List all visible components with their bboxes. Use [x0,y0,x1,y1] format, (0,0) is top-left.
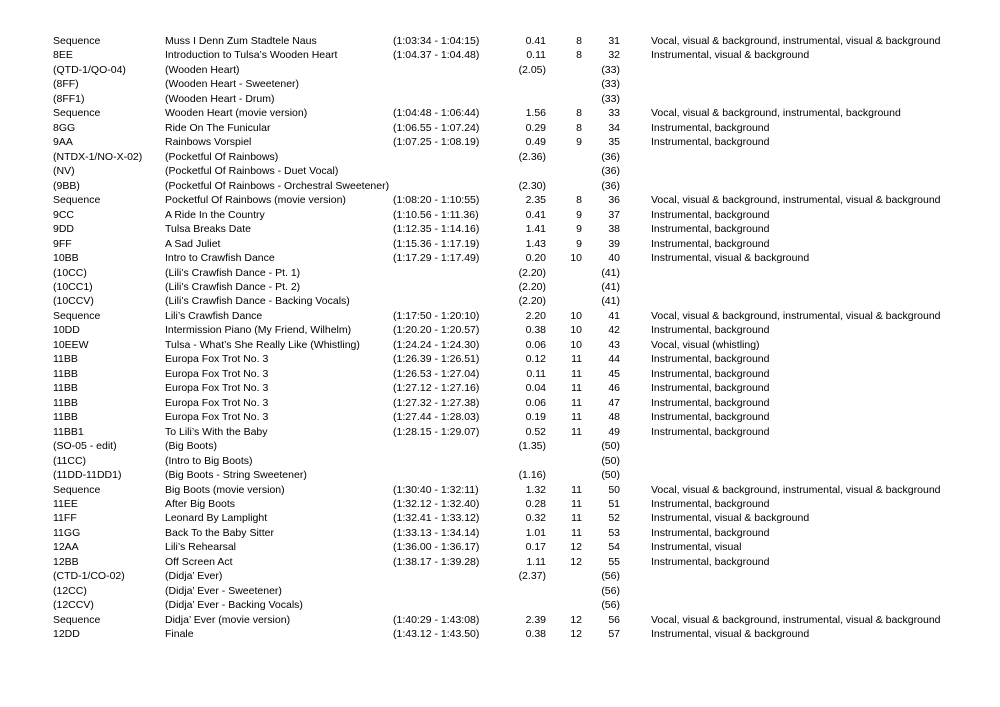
cue-track: (50) [601,440,620,453]
cue-timecode: (1:20.20 - 1:20.57) [393,324,480,337]
cue-timecode: (1:17:50 - 1:20:10) [393,309,480,322]
cue-timecode: (1:32.41 - 1:33.12) [393,512,480,525]
cue-id: Sequence [53,613,101,626]
cue-title: Leonard By Lamplight [165,512,268,525]
cue-timecode: (1:27.32 - 1:27.38) [393,396,480,409]
cue-title: Europa Fox Trot No. 3 [165,396,269,409]
cue-track: 53 [608,526,620,539]
table-row [0,63,1000,77]
cue-title: (Big Boots) [165,440,217,453]
cue-duration: 0.17 [525,541,546,554]
cue-id: 12BB [53,555,79,568]
table-row [0,483,1000,497]
cue-track: (36) [601,179,620,192]
cue-track: 42 [608,324,620,337]
cue-track: (36) [601,150,620,163]
cue-track: (50) [601,454,620,467]
cue-duration: 2.39 [525,613,546,626]
table-row [0,309,1000,323]
cue-timecode: (1:24.24 - 1:24.30) [393,338,480,351]
cue-duration: (2.20) [518,280,546,293]
table-row [0,468,1000,482]
cue-notes: Instrumental, background [651,498,770,510]
cue-id: 11BB [53,411,78,424]
cue-timecode: (1:07.25 - 1:08.19) [393,136,480,149]
cue-reel: 11 [571,498,582,510]
cue-duration: 0.12 [525,353,546,366]
cue-id: 10BB [53,252,79,265]
cue-notes: Instrumental, background [651,411,770,424]
table-row [0,396,1000,410]
cue-id: 8GG [53,121,76,134]
table-row [0,613,1000,627]
cue-notes: Instrumental, background [651,555,770,568]
cue-timecode: (1:03:34 - 1:04:15) [393,35,480,47]
cue-id: (11DD-11DD1) [53,469,122,482]
cue-duration: 1.56 [525,107,546,120]
cue-id: (8FF) [53,78,79,91]
cue-notes: Instrumental, background [651,526,770,539]
cue-track: 38 [608,223,620,236]
table-row [0,251,1000,265]
cue-id: 10DD [53,324,80,337]
session-table [0,34,1000,642]
cue-notes: Instrumental, background [651,396,770,409]
table-row [0,208,1000,222]
cue-track: 31 [608,35,620,47]
cue-reel: 11 [571,425,582,438]
cue-duration: 0.29 [525,121,546,134]
cue-id: 9FF [53,237,72,250]
cue-duration: 0.49 [525,136,546,149]
cue-title: (Wooden Heart) [165,63,240,76]
cue-timecode: (1:15.36 - 1:17.19) [393,237,480,250]
table-row [0,439,1000,453]
cue-title: Back To the Baby Sitter [165,526,274,539]
cue-id: 10EEW [53,338,89,351]
cue-notes: Vocal, visual & background, instrumental, background [651,107,901,120]
cue-title: Finale [165,628,194,641]
cue-title: (Lili’s Crawfish Dance - Pt. 1) [165,266,301,279]
cue-reel: 12 [570,613,582,626]
cue-reel: 9 [576,223,582,236]
cue-timecode: (1:36.00 - 1:36.17) [393,541,480,554]
cue-title: (Intro to Big Boots) [165,454,253,467]
table-row [0,77,1000,91]
cue-duration: 0.41 [525,35,546,47]
cue-id: Sequence [53,35,101,47]
cue-id: (CTD-1/CO-02) [53,570,125,583]
cue-notes: Instrumental, visual & background [651,49,810,62]
cue-duration: 0.06 [525,338,546,351]
cue-id: Sequence [53,194,101,207]
cue-notes: Instrumental, visual & background [651,628,810,641]
cue-notes: Vocal, visual (whistling) [651,338,760,351]
table-row [0,121,1000,135]
cue-id: 12DD [53,628,80,641]
table-row [0,381,1000,395]
cue-track: (41) [601,295,620,308]
cue-title: Ride On The Funicular [165,121,271,134]
cue-reel: 8 [576,35,582,47]
cue-timecode: (1:26.39 - 1:26.51) [393,353,480,366]
cue-timecode: (1:06.55 - 1:07.24) [393,121,480,134]
cue-notes: Instrumental, background [651,353,770,366]
cue-title: Didja’ Ever (movie version) [165,613,291,626]
cue-track: (56) [601,570,620,583]
table-row [0,106,1000,120]
cue-duration: 1.32 [525,483,546,496]
cue-track: (41) [601,280,620,293]
table-row [0,410,1000,424]
cue-reel: 11 [571,367,582,380]
table-row [0,323,1000,337]
cue-track: 33 [608,107,620,120]
table-row [0,598,1000,612]
cue-track: 32 [608,49,620,62]
cue-title: Big Boots (movie version) [165,483,285,496]
cue-reel: 8 [576,194,582,207]
table-row [0,540,1000,554]
cue-duration: (1.35) [518,440,546,453]
cue-reel: 11 [571,396,582,409]
table-row [0,164,1000,178]
cue-track: (50) [601,469,620,482]
cue-notes: Instrumental, background [651,324,770,337]
cue-title: (Pocketful Of Rainbows) [165,150,279,163]
cue-duration: (2.05) [518,63,546,76]
table-row [0,352,1000,366]
cue-reel: 10 [570,252,582,265]
cue-track: (56) [601,599,620,612]
cue-id: 9DD [53,223,75,236]
cue-title: (Didja’ Ever - Backing Vocals) [165,599,303,612]
table-row [0,34,1000,48]
cue-id: (9BB) [53,179,80,192]
table-row [0,338,1000,352]
cue-notes: Vocal, visual & background, instrumental, visual & background [651,483,941,496]
cue-track: 47 [608,396,620,409]
cue-duration: 0.06 [525,396,546,409]
cue-duration: 0.41 [525,208,546,221]
cue-id: 11BB [53,367,78,380]
cue-duration: (1.16) [518,469,546,482]
cue-duration: 1.11 [526,555,546,568]
cue-title: (Didja’ Ever) [165,570,223,583]
cue-duration: (2.30) [518,179,546,192]
cue-track: 49 [608,425,620,438]
cue-id: 11BB [53,396,78,409]
cue-title: Off Screen Act [165,555,233,568]
cue-notes: Instrumental, background [651,136,770,149]
cue-reel: 10 [570,324,582,337]
cue-duration: 0.32 [525,512,546,525]
cue-duration: (2.37) [518,570,546,583]
cue-title: Lili’s Crawfish Dance [165,309,263,322]
table-row [0,294,1000,308]
cue-track: 41 [608,309,620,322]
cue-title: (Pocketful Of Rainbows - Orchestral Sweetener) [165,179,390,192]
cue-duration: 2.20 [525,309,546,322]
cue-id: 11BB [53,382,78,395]
cue-id: Sequence [53,107,101,120]
cue-track: (33) [601,78,620,91]
cue-title: (Lili’s Crawfish Dance - Pt. 2) [165,280,301,293]
cue-duration: 1.43 [525,237,546,250]
cue-timecode: (1:27.44 - 1:28.03) [393,411,480,424]
cue-title: Europa Fox Trot No. 3 [165,411,269,424]
cue-title: (Pocketful Of Rainbows - Duet Vocal) [165,165,339,178]
cue-timecode: (1:27.12 - 1:27.16) [393,382,480,395]
cue-id: 11BB [53,353,78,366]
cue-track: 48 [608,411,620,424]
cue-title: A Sad Juliet [165,237,221,250]
cue-track: 56 [608,613,620,626]
table-row [0,222,1000,236]
cue-duration: 1.41 [525,223,546,236]
cue-notes: Instrumental, background [651,382,770,395]
cue-id: 12AA [53,541,79,554]
cue-id: (QTD-1/QO-04) [53,63,126,76]
cue-id: 8EE [53,49,73,62]
cue-id: 11FF [53,512,77,525]
cue-reel: 11 [571,483,582,496]
cue-notes: Instrumental, background [651,367,770,380]
table-row [0,179,1000,193]
cue-id: (NV) [53,165,75,178]
cue-notes: Instrumental, background [651,121,770,134]
cue-id: (12CC) [53,584,87,597]
cue-id: (10CC) [53,266,87,279]
table-row [0,569,1000,583]
cue-track: 34 [608,121,620,134]
cue-title: (Wooden Heart - Drum) [165,92,275,105]
cue-timecode: (1:30:40 - 1:32:11) [393,483,479,496]
cue-reel: 12 [570,628,582,641]
cue-track: 37 [608,208,620,221]
cue-notes: Vocal, visual & background, instrumental, visual & background [651,35,941,47]
cue-track: (33) [601,63,620,76]
cue-notes: Instrumental, visual & background [651,252,810,265]
cue-notes: Instrumental, background [651,223,770,236]
table-row [0,497,1000,511]
cue-reel: 12 [570,541,582,554]
cue-id: (8FF1) [53,92,85,105]
table-row [0,48,1000,62]
cue-timecode: (1:12.35 - 1:14.16) [393,223,480,236]
cue-reel: 12 [570,555,582,568]
cue-id: 11GG [53,526,81,539]
cue-id: (NTDX-1/NO-X-02) [53,150,143,163]
cue-id: (SO-05 - edit) [53,440,117,453]
cue-track: 57 [608,628,620,641]
table-row [0,193,1000,207]
cue-duration: 2.35 [525,194,546,207]
cue-track: 45 [608,367,620,380]
cue-reel: 11 [571,512,582,525]
cue-timecode: (1:08:20 - 1:10:55) [393,194,480,207]
cue-timecode: (1:04:48 - 1:06:44) [393,107,480,120]
table-row [0,584,1000,598]
cue-timecode: (1:40:29 - 1:43:08) [393,613,480,626]
cue-reel: 11 [571,353,582,366]
cue-track: (41) [601,266,620,279]
cue-timecode: (1:33.13 - 1:34.14) [393,526,480,539]
cue-reel: 8 [576,107,582,120]
table-row [0,135,1000,149]
cue-title: Europa Fox Trot No. 3 [165,382,269,395]
cue-notes: Instrumental, visual & background [651,512,810,525]
cue-track: (36) [601,165,620,178]
cue-duration: 0.52 [525,425,546,438]
cue-title: Lili’s Rehearsal [165,541,237,554]
cue-id: 11BB1 [53,425,84,438]
cue-reel: 11 [571,382,582,395]
cue-track: 40 [608,252,620,265]
cue-title: (Wooden Heart - Sweetener) [165,78,300,91]
cue-id: (11CC) [53,454,87,467]
table-row [0,92,1000,106]
cue-title: Europa Fox Trot No. 3 [165,367,269,380]
cue-title: Intro to Crawfish Dance [165,252,275,265]
cue-duration: 0.38 [525,324,546,337]
cue-title: Muss I Denn Zum Stadtele Naus [165,35,317,47]
cue-track: (56) [601,584,620,597]
cue-notes: Instrumental, background [651,208,770,221]
cue-reel: 8 [576,121,582,134]
cue-title: After Big Boots [165,498,236,510]
table-row [0,511,1000,525]
cue-duration: 0.19 [525,411,546,424]
cue-track: 54 [608,541,620,554]
cue-duration: 0.11 [526,367,546,380]
cue-title: Europa Fox Trot No. 3 [165,353,269,366]
cue-timecode: (1:10.56 - 1:11.36) [393,208,479,221]
cue-timecode: (1:32.12 - 1:32.40) [393,498,480,510]
cue-reel: 8 [576,49,582,62]
cue-title: (Big Boots - String Sweetener) [165,469,307,482]
cue-timecode: (1:17.29 - 1:17.49) [393,252,480,265]
table-row [0,150,1000,164]
cue-duration: 0.04 [525,382,546,395]
cue-id: (10CCV) [53,295,94,308]
cue-reel: 11 [571,411,582,424]
table-row [0,425,1000,439]
cue-duration: (2.36) [518,150,546,163]
cue-id: (12CCV) [53,599,94,612]
table-row [0,627,1000,641]
table-row [0,367,1000,381]
cue-track: 36 [608,194,620,207]
table-row [0,280,1000,294]
table-row [0,266,1000,280]
cue-title: Introduction to Tulsa’s Wooden Heart [165,49,338,62]
cue-duration: (2.20) [518,295,546,308]
cue-id: Sequence [53,309,101,322]
cue-notes: Instrumental, background [651,237,770,250]
cue-notes: Instrumental, background [651,425,770,438]
cue-title: A Ride In the Country [165,208,265,221]
cue-track: 35 [608,136,620,149]
cue-track: (33) [601,92,620,105]
cue-title: To Lili’s With the Baby [165,425,268,438]
cue-track: 46 [608,382,620,395]
cue-duration: 0.28 [525,498,546,510]
cue-notes: Vocal, visual & background, instrumental, visual & background [651,309,941,322]
cue-id: (10CC1) [53,280,93,293]
cue-reel: 9 [576,136,582,149]
table-row [0,454,1000,468]
cue-timecode: (1:28.15 - 1:29.07) [393,425,480,438]
cue-duration: (2.20) [518,266,546,279]
cue-track: 39 [608,237,620,250]
cue-title: Tulsa Breaks Date [165,223,251,236]
cue-reel: 11 [571,526,582,539]
cue-title: Intermission Piano (My Friend, Wilhelm) [165,324,352,337]
cue-track: 44 [608,353,620,366]
table-row [0,526,1000,540]
cue-duration: 1.01 [525,526,546,539]
cue-title: Tulsa - What’s She Really Like (Whistling) [165,338,360,351]
cue-reel: 9 [576,237,582,250]
cue-duration: 0.20 [525,252,546,265]
cue-track: 51 [608,498,620,510]
table-row [0,237,1000,251]
cue-timecode: (1:43.12 - 1:43.50) [393,628,480,641]
cue-id: Sequence [53,483,101,496]
cue-duration: 0.11 [526,49,546,62]
cue-timecode: (1:38.17 - 1:39.28) [393,555,480,568]
cue-track: 50 [608,483,620,496]
cue-title: (Didja’ Ever - Sweetener) [165,584,282,597]
cue-track: 52 [608,512,620,525]
cue-title: Rainbows Vorspiel [165,136,252,149]
table-row [0,555,1000,569]
cue-title: (Lili’s Crawfish Dance - Backing Vocals) [165,295,350,308]
cue-notes: Instrumental, visual [651,541,742,554]
cue-duration: 0.38 [525,628,546,641]
cue-title: Wooden Heart (movie version) [165,107,308,120]
cue-reel: 10 [570,338,582,351]
cue-notes: Vocal, visual & background, instrumental, visual & background [651,613,941,626]
cue-id: 9CC [53,208,75,221]
cue-notes: Vocal, visual & background, instrumental, visual & background [651,194,941,207]
cue-title: Pocketful Of Rainbows (movie version) [165,194,346,207]
cue-id: 9AA [53,136,73,149]
cue-timecode: (1:04.37 - 1:04.48) [393,49,480,62]
cue-track: 55 [608,555,620,568]
cue-timecode: (1:26.53 - 1:27.04) [393,367,480,380]
cue-track: 43 [608,338,620,351]
cue-id: 11EE [53,498,78,510]
cue-reel: 10 [570,309,582,322]
cue-reel: 9 [576,208,582,221]
